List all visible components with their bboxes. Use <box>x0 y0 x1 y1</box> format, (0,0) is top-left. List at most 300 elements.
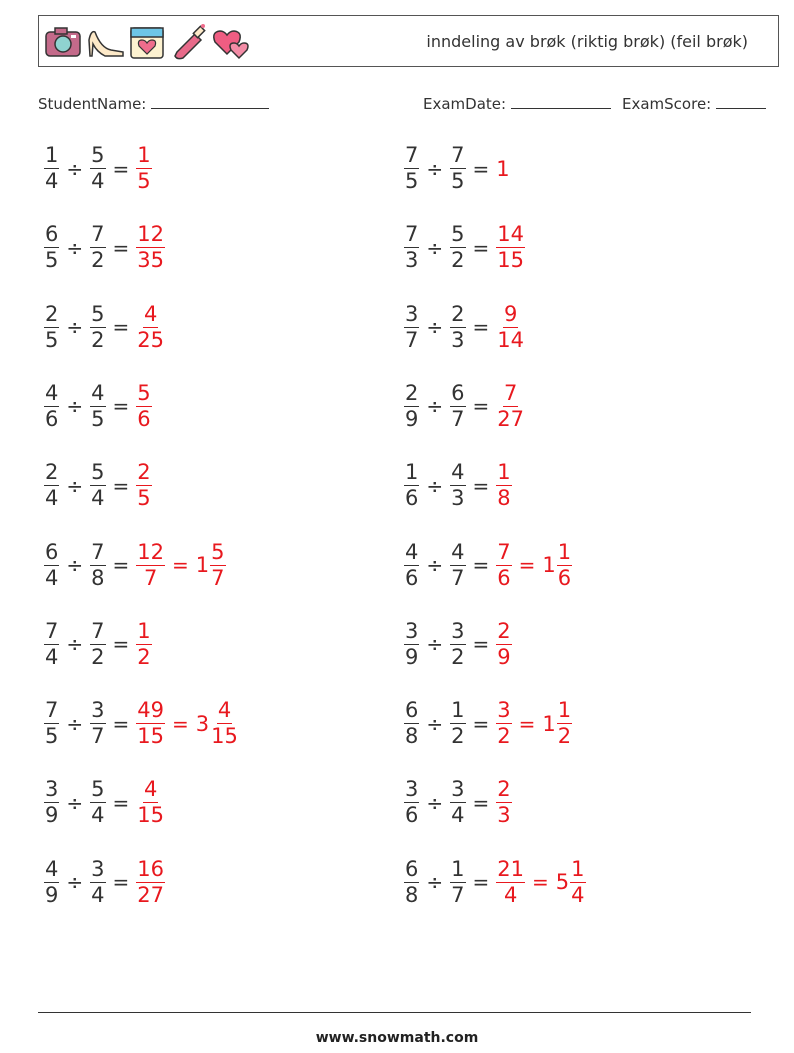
divide-sign: ÷ <box>426 632 444 657</box>
divide-sign: ÷ <box>66 553 84 577</box>
dividend-fraction-numerator: 6 <box>405 856 419 881</box>
answer-fraction-denominator: 2 <box>497 724 511 749</box>
divide-sign: ÷ <box>66 156 84 181</box>
problem-item <box>404 700 572 747</box>
divide-sign: ÷ <box>66 790 84 815</box>
answer <box>136 145 151 192</box>
divisor-fraction-denominator: 7 <box>451 565 465 590</box>
answer-fraction-numerator: 2 <box>497 777 511 802</box>
mixed-numerator: 1 <box>557 539 572 564</box>
dividend-fraction-denominator: 6 <box>45 406 59 431</box>
answer-fraction-numerator: 1 <box>137 143 151 167</box>
divisor-fraction <box>450 700 465 747</box>
answer-fraction-numerator: 2 <box>497 618 511 643</box>
mixed-whole-part: 1 <box>542 553 556 577</box>
answer-fraction-denominator: 5 <box>137 486 151 511</box>
answer-fraction-denominator: 3 <box>497 803 511 828</box>
equals-sign: = <box>472 235 490 260</box>
dividend-fraction <box>44 224 59 271</box>
answer-fraction <box>496 700 511 747</box>
divisor-fraction-numerator: 5 <box>91 460 105 485</box>
exam-date-label: ExamDate: <box>423 95 507 113</box>
divisor-fraction-numerator: 4 <box>91 380 105 405</box>
worksheet-title: inndeling av brøk (riktig brøk) (feil brøk) <box>426 32 748 51</box>
answer-fraction-denominator: 15 <box>137 803 165 828</box>
equals-sign: = <box>112 553 130 577</box>
divisor-fraction-denominator: 2 <box>451 644 465 669</box>
divisor-fraction-numerator: 7 <box>91 618 105 643</box>
divisor-fraction-denominator: 7 <box>451 882 465 907</box>
answer-fraction-numerator: 2 <box>137 460 151 485</box>
answer <box>496 380 525 431</box>
divide-sign: ÷ <box>66 870 84 895</box>
equals-sign: = <box>472 870 490 895</box>
dividend-fraction <box>44 618 59 669</box>
divide-sign: ÷ <box>426 870 444 895</box>
problem-item <box>44 700 239 747</box>
dividend-fraction-numerator: 6 <box>45 222 59 247</box>
answer-fraction-numerator: 14 <box>497 222 525 247</box>
problem-item <box>44 301 165 352</box>
answer-fraction-denominator: 25 <box>137 327 165 352</box>
answer-fraction-denominator: 2 <box>137 644 151 669</box>
answer-fraction <box>136 380 151 431</box>
answer <box>496 462 511 509</box>
problem-item <box>44 462 152 509</box>
divisor-fraction-denominator: 5 <box>91 406 105 431</box>
dividend-fraction <box>404 856 419 907</box>
dividend-fraction <box>44 301 59 352</box>
divide-sign: ÷ <box>66 711 84 736</box>
answer-fraction <box>496 462 511 509</box>
problem-item <box>44 224 165 271</box>
divisor-fraction-denominator: 3 <box>451 486 465 511</box>
equals-sign: = <box>112 870 130 895</box>
divisor-fraction-numerator: 3 <box>91 856 105 881</box>
dividend-fraction-numerator: 6 <box>405 698 419 723</box>
equals-sign: = <box>472 711 490 736</box>
divisor-fraction-numerator: 5 <box>451 222 465 247</box>
answer <box>136 700 239 747</box>
answer <box>136 301 165 352</box>
answer-fraction <box>136 700 165 747</box>
divisor-fraction-numerator: 2 <box>451 301 465 326</box>
divide-sign: ÷ <box>66 394 84 419</box>
answer <box>496 157 510 181</box>
answer-fraction <box>496 224 525 271</box>
dividend-fraction-denominator: 5 <box>405 169 419 193</box>
divide-sign: ÷ <box>426 235 444 260</box>
answer-equals-sign: = <box>172 711 189 736</box>
exam-score-label: ExamScore: <box>622 95 712 113</box>
answer-fraction-numerator: 5 <box>137 380 151 405</box>
answer <box>496 700 572 747</box>
student-name-blank[interactable] <box>151 94 269 109</box>
dividend-fraction-denominator: 9 <box>405 406 419 431</box>
dividend-fraction-numerator: 2 <box>405 380 419 405</box>
divisor-fraction-numerator: 7 <box>451 143 465 167</box>
answer-fraction-numerator: 4 <box>143 301 158 326</box>
dividend-fraction-denominator: 5 <box>45 248 59 273</box>
divisor-fraction <box>90 380 105 431</box>
camera-icon <box>43 22 83 62</box>
dividend-fraction-denominator: 5 <box>45 327 59 352</box>
divisor-fraction-denominator: 7 <box>91 724 105 749</box>
dividend-fraction <box>44 380 59 431</box>
dividend-fraction-numerator: 3 <box>405 301 419 326</box>
dividend-fraction-denominator: 4 <box>45 486 59 511</box>
divide-sign: ÷ <box>426 156 444 181</box>
dividend-fraction-numerator: 7 <box>45 698 59 723</box>
divisor-fraction-denominator: 4 <box>91 882 105 907</box>
answer-fraction-numerator: 4 <box>143 777 158 802</box>
dividend-fraction-denominator: 7 <box>405 327 419 352</box>
equals-sign: = <box>112 315 130 340</box>
dividend-fraction-numerator: 7 <box>405 222 419 247</box>
equals-sign: = <box>472 156 490 181</box>
divide-sign: ÷ <box>66 473 84 498</box>
dividend-fraction-numerator: 4 <box>405 539 419 564</box>
equals-sign: = <box>112 711 130 736</box>
divide-sign: ÷ <box>426 315 444 340</box>
dividend-fraction <box>404 618 419 669</box>
dividend-fraction-numerator: 3 <box>405 618 419 643</box>
mixed-fraction-part <box>570 856 585 907</box>
dividend-fraction-numerator: 2 <box>45 460 59 485</box>
problem-item <box>44 380 152 431</box>
answer-fraction-denominator: 15 <box>137 724 165 749</box>
answer-fraction-numerator: 49 <box>137 698 165 723</box>
divisor-fraction-numerator: 4 <box>451 539 465 564</box>
dividend-fraction-numerator: 7 <box>45 618 59 643</box>
answer-fraction <box>496 618 511 669</box>
answer-fraction-numerator: 3 <box>497 698 511 723</box>
dividend-fraction-numerator: 2 <box>45 301 59 326</box>
dividend-fraction <box>44 856 59 907</box>
problem-item <box>404 145 511 192</box>
header-box <box>38 15 779 67</box>
problem-item <box>44 539 226 590</box>
answer-fraction-denominator: 14 <box>497 327 525 352</box>
equals-sign: = <box>112 790 130 815</box>
answer-equals-sign: = <box>518 553 536 577</box>
divisor-fraction-denominator: 2 <box>91 327 105 352</box>
dividend-fraction <box>404 779 419 826</box>
answer-fraction-numerator: 7 <box>497 539 511 564</box>
exam-score-field[interactable] <box>622 94 766 113</box>
divide-sign: ÷ <box>426 553 444 577</box>
footer-url: www.snowmath.com <box>315 1030 479 1046</box>
problem-item <box>404 539 572 590</box>
exam-date-blank[interactable] <box>511 94 611 109</box>
divisor-fraction <box>90 145 105 192</box>
mixed-fraction-part <box>557 700 572 747</box>
answer-equals-sign: = <box>518 711 536 736</box>
answer <box>136 856 165 907</box>
divide-sign: ÷ <box>426 394 444 419</box>
dividend-fraction-numerator: 6 <box>45 539 59 564</box>
answer <box>136 224 165 271</box>
dividend-fraction <box>404 224 419 271</box>
divide-sign: ÷ <box>66 632 84 657</box>
dividend-fraction <box>44 539 59 590</box>
high-heel-icon <box>85 22 125 62</box>
answer-fraction <box>136 618 151 669</box>
dividend-fraction-numerator: 4 <box>45 380 59 405</box>
problem-item <box>404 380 525 431</box>
answer-fraction-numerator: 12 <box>137 539 165 564</box>
divisor-fraction-numerator: 7 <box>91 539 105 564</box>
mixed-numerator: 1 <box>571 856 585 881</box>
dividend-fraction-denominator: 3 <box>405 248 419 273</box>
divisor-fraction-numerator: 1 <box>451 698 465 723</box>
divisor-fraction-numerator: 3 <box>451 777 465 802</box>
mixed-fraction-part <box>210 539 225 590</box>
answer <box>136 380 151 431</box>
answer <box>136 539 225 590</box>
answer-fraction <box>496 856 525 907</box>
mixed-numerator: 1 <box>557 698 572 723</box>
footer-divider <box>38 1012 751 1013</box>
dividend-fraction-denominator: 5 <box>45 724 59 749</box>
dividend-fraction-denominator: 6 <box>405 803 419 828</box>
equals-sign: = <box>112 235 130 260</box>
answer <box>496 856 585 907</box>
divisor-fraction <box>450 224 465 271</box>
equals-sign: = <box>472 315 490 340</box>
equals-sign: = <box>112 394 130 419</box>
answer-fraction-numerator: 1 <box>497 460 511 485</box>
divisor-fraction-numerator: 1 <box>451 856 465 881</box>
answer <box>496 301 525 352</box>
divisor-fraction-denominator: 2 <box>91 644 105 669</box>
divisor-fraction-numerator: 4 <box>451 460 465 485</box>
answer-fraction <box>136 856 165 907</box>
dividend-fraction-numerator: 7 <box>405 143 419 167</box>
dividend-fraction-denominator: 4 <box>45 169 59 193</box>
divisor-fraction-denominator: 4 <box>91 803 105 828</box>
dividend-fraction <box>404 462 419 509</box>
problem-item <box>404 224 525 271</box>
equals-sign: = <box>472 790 490 815</box>
divisor-fraction <box>90 779 105 826</box>
divisor-fraction-denominator: 2 <box>91 248 105 273</box>
answer <box>136 779 165 826</box>
answer-whole-number: 1 <box>496 156 510 181</box>
equals-sign: = <box>112 473 130 498</box>
student-name-field[interactable] <box>38 94 269 113</box>
dividend-fraction-numerator: 1 <box>45 143 59 167</box>
divisor-fraction-numerator: 5 <box>91 143 105 167</box>
divisor-fraction-numerator: 6 <box>451 380 465 405</box>
problem-item <box>404 779 512 826</box>
answer-fraction-denominator: 4 <box>503 882 518 907</box>
divisor-fraction-denominator: 2 <box>451 248 465 273</box>
divisor-fraction <box>450 539 465 590</box>
divisor-fraction <box>90 539 105 590</box>
dividend-fraction-denominator: 6 <box>405 565 419 590</box>
divisor-fraction <box>450 779 465 826</box>
equals-sign: = <box>112 632 130 657</box>
answer-fraction-denominator: 9 <box>497 644 511 669</box>
answer-equals-sign: = <box>532 870 549 895</box>
answer <box>136 618 151 669</box>
problem-item <box>404 618 512 669</box>
mixed-whole-part: 1 <box>195 553 210 577</box>
mixed-whole-part: 5 <box>555 870 570 895</box>
header-icons <box>43 22 251 62</box>
problem-item <box>44 618 152 669</box>
answer <box>496 779 511 826</box>
dividend-fraction-numerator: 1 <box>405 460 419 485</box>
dividend-fraction-numerator: 3 <box>45 777 59 802</box>
problem-item <box>44 145 152 192</box>
divisor-fraction-numerator: 3 <box>451 618 465 643</box>
divisor-fraction-denominator: 7 <box>451 406 465 431</box>
answer <box>496 539 572 590</box>
equals-sign: = <box>472 473 490 498</box>
problem-item <box>404 462 512 509</box>
dividend-fraction <box>404 380 419 431</box>
answer-fraction-numerator: 12 <box>137 222 165 247</box>
exam-score-blank[interactable] <box>716 94 766 109</box>
divisor-fraction-denominator: 4 <box>91 169 105 193</box>
dividend-fraction <box>44 779 59 826</box>
divisor-fraction <box>450 462 465 509</box>
dividend-fraction <box>44 145 59 192</box>
equals-sign: = <box>112 156 130 181</box>
divisor-fraction-numerator: 5 <box>91 301 105 326</box>
answer-fraction-numerator: 16 <box>137 856 165 881</box>
divisor-fraction <box>90 224 105 271</box>
divisor-fraction <box>90 618 105 669</box>
student-name-label: StudentName: <box>38 95 147 113</box>
divisor-fraction <box>90 700 105 747</box>
champagne-icon <box>169 22 209 62</box>
answer-fraction <box>136 462 151 509</box>
answer-fraction <box>136 224 165 271</box>
answer-fraction <box>136 539 165 590</box>
dividend-fraction-denominator: 6 <box>405 486 419 511</box>
answer-fraction-denominator: 27 <box>137 882 165 907</box>
dividend-fraction <box>404 301 419 352</box>
answer-fraction <box>496 380 525 431</box>
divisor-fraction <box>450 380 465 431</box>
answer-fraction-denominator: 27 <box>497 406 525 431</box>
answer-fraction <box>136 145 151 192</box>
equals-sign: = <box>472 553 490 577</box>
problem-item <box>44 779 165 826</box>
mixed-fraction-part <box>557 539 572 590</box>
answer-fraction <box>496 301 525 352</box>
divisor-fraction <box>90 856 105 907</box>
dividend-fraction <box>44 462 59 509</box>
answer <box>496 618 511 669</box>
calendar-heart-icon <box>127 22 167 62</box>
divisor-fraction-denominator: 4 <box>91 486 105 511</box>
mixed-numerator: 4 <box>217 698 232 723</box>
divisor-fraction-denominator: 8 <box>91 565 105 590</box>
divide-sign: ÷ <box>66 315 84 340</box>
divisor-fraction-numerator: 5 <box>91 777 105 802</box>
problem-item <box>44 856 165 907</box>
exam-date-field[interactable] <box>423 94 611 113</box>
divisor-fraction <box>90 462 105 509</box>
divisor-fraction-denominator: 4 <box>451 803 465 828</box>
dividend-fraction-denominator: 4 <box>45 644 59 669</box>
mixed-whole-part: 1 <box>542 711 556 736</box>
dividend-fraction-denominator: 9 <box>45 882 59 907</box>
divisor-fraction-numerator: 3 <box>91 698 105 723</box>
divide-sign: ÷ <box>426 711 444 736</box>
answer-fraction-numerator: 9 <box>503 301 518 326</box>
divide-sign: ÷ <box>426 790 444 815</box>
answer-fraction <box>496 539 511 590</box>
answer <box>136 462 151 509</box>
dividend-fraction-numerator: 4 <box>45 856 59 881</box>
dividend-fraction <box>404 539 419 590</box>
mixed-denominator: 2 <box>557 724 572 749</box>
divide-sign: ÷ <box>426 473 444 498</box>
divisor-fraction-denominator: 3 <box>451 327 465 352</box>
dividend-fraction-denominator: 9 <box>45 803 59 828</box>
answer-fraction-denominator: 7 <box>143 565 158 590</box>
divisor-fraction <box>90 301 105 352</box>
divisor-fraction <box>450 618 465 669</box>
dividend-fraction <box>404 700 419 747</box>
answer-fraction <box>136 301 165 352</box>
divisor-fraction-numerator: 7 <box>91 222 105 247</box>
answer-fraction-denominator: 6 <box>137 406 151 431</box>
mixed-fraction-part <box>210 700 239 747</box>
equals-sign: = <box>472 394 490 419</box>
divisor-fraction-denominator: 5 <box>451 169 465 193</box>
mixed-whole-part: 3 <box>195 711 210 736</box>
dividend-fraction-denominator: 9 <box>405 644 419 669</box>
dividend-fraction <box>44 700 59 747</box>
answer-fraction-numerator: 7 <box>503 380 518 405</box>
answer <box>496 224 525 271</box>
answer-fraction <box>136 779 165 826</box>
mixed-numerator: 5 <box>211 539 225 564</box>
divisor-fraction <box>450 145 465 192</box>
divisor-fraction <box>450 301 465 352</box>
answer-fraction <box>496 779 511 826</box>
divide-sign: ÷ <box>66 235 84 260</box>
divisor-fraction-denominator: 2 <box>451 724 465 749</box>
problem-item <box>404 301 525 352</box>
dividend-fraction-denominator: 8 <box>405 882 419 907</box>
answer-fraction-denominator: 15 <box>497 248 525 273</box>
mixed-denominator: 4 <box>571 882 585 907</box>
hearts-icon <box>211 22 251 62</box>
problem-item <box>404 856 586 907</box>
mixed-denominator: 6 <box>557 565 572 590</box>
mixed-denominator: 7 <box>211 565 225 590</box>
answer-fraction-denominator: 8 <box>497 486 511 511</box>
dividend-fraction <box>404 145 419 192</box>
answer-equals-sign: = <box>172 553 189 577</box>
dividend-fraction-denominator: 4 <box>45 565 59 590</box>
mixed-denominator: 15 <box>211 724 238 749</box>
answer-fraction-numerator: 1 <box>137 618 151 643</box>
answer-fraction-denominator: 5 <box>137 169 151 193</box>
answer-fraction-denominator: 35 <box>137 248 165 273</box>
equals-sign: = <box>472 632 490 657</box>
divisor-fraction <box>450 856 465 907</box>
answer-fraction-denominator: 6 <box>497 565 511 590</box>
dividend-fraction-denominator: 8 <box>405 724 419 749</box>
